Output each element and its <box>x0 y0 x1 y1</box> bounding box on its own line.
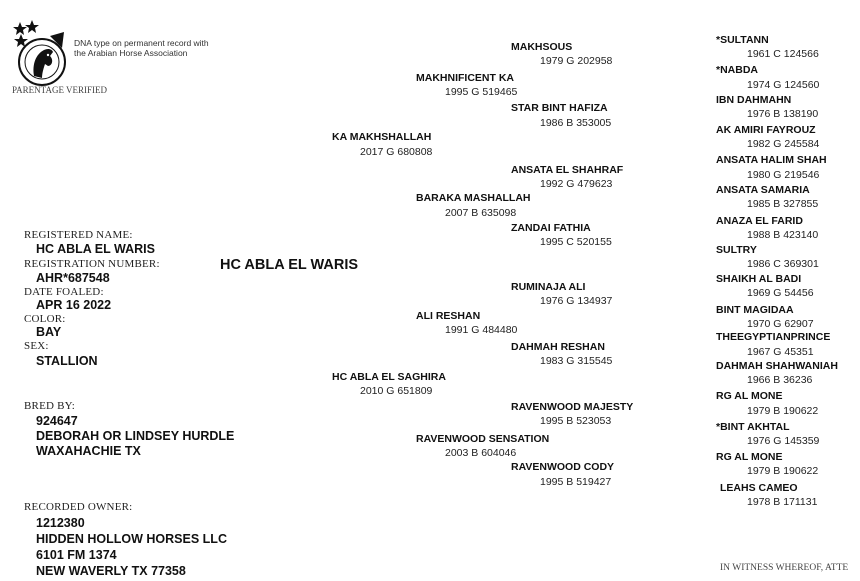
ancestor-reg: 1976 B 138190 <box>747 108 819 120</box>
ancestor-reg: 1985 B 327855 <box>747 198 819 210</box>
ancestor-reg: 1969 G 54456 <box>747 287 814 299</box>
grandparent-reg: 1995 G 519465 <box>445 86 518 98</box>
ancestor-name: IBN DAHMAHN <box>716 94 792 106</box>
ancestor-name: ANAZA EL FARID <box>716 215 803 227</box>
grandparent-name: RAVENWOOD SENSATION <box>416 433 550 445</box>
dna-note-line2: the Arabian Horse Association <box>74 48 188 58</box>
registration-number-label: REGISTRATION NUMBER: <box>24 258 160 270</box>
great-grandparent-reg: 1995 B 523053 <box>540 415 612 427</box>
great-grandparent-name: ZANDAI FATHIA <box>511 222 591 234</box>
ancestor-reg: 1980 G 219546 <box>747 169 820 181</box>
great-grandparent-reg: 1986 B 353005 <box>540 117 612 129</box>
ancestor-name: DAHMAH SHAHWANIAH <box>716 360 838 372</box>
ancestor-name: ANSATA SAMARIA <box>716 184 810 196</box>
ancestor-reg: 1979 B 190622 <box>747 465 819 477</box>
ancestor-reg: 1978 B 171131 <box>747 496 818 508</box>
recorded-owner-label: RECORDED OWNER: <box>24 501 133 513</box>
ancestor-name: BINT MAGIDAA <box>716 304 794 316</box>
grandparent-reg: 2007 B 635098 <box>445 207 517 219</box>
sire-name: KA MAKHSHALLAH <box>332 131 432 143</box>
ancestor-reg: 1986 C 369301 <box>747 258 819 270</box>
ancestor-name: THEEGYPTIANPRINCE <box>716 331 831 343</box>
grandparent-name: MAKHNIFICENT KA <box>416 72 514 84</box>
ancestor-reg: 1974 G 124560 <box>747 79 820 91</box>
date-foaled-label: DATE FOALED: <box>24 286 104 298</box>
ancestor-name: AK AMIRI FAYROUZ <box>716 124 816 136</box>
ancestor-reg: 1988 B 423140 <box>747 229 819 241</box>
ancestor-reg: 1961 C 124566 <box>747 48 819 60</box>
grandparent-reg: 2003 B 604046 <box>445 447 517 459</box>
ancestor-name: SULTRY <box>716 244 757 256</box>
date-foaled-value: APR 16 2022 <box>36 298 112 312</box>
ancestor-reg: 1966 B 36236 <box>747 374 813 386</box>
great-grandparent-name: STAR BINT HAFIZA <box>511 102 608 114</box>
sire-reg: 2017 G 680808 <box>360 146 433 158</box>
great-grandparent-name: MAKHSOUS <box>511 41 573 53</box>
great-grandparent-name: RUMINAJA ALI <box>511 281 586 293</box>
grandparent-name: ALI RESHAN <box>416 310 481 322</box>
parentage-verified-label: PARENTAGE VERIFIED <box>12 85 108 95</box>
ancestor-name: *BINT AKHTAL <box>716 421 790 433</box>
great-grandparent-reg: 1995 C 520155 <box>540 236 612 248</box>
great-grandparent-reg: 1992 G 479623 <box>540 178 613 190</box>
great-grandparent-reg: 1995 B 519427 <box>540 476 612 488</box>
ancestor-reg: 1970 G 62907 <box>747 318 814 330</box>
bred-by-label: BRED BY: <box>24 400 76 412</box>
ancestor-name: *SULTANN <box>716 34 769 46</box>
ancestor-reg: 1976 G 145359 <box>747 435 820 447</box>
ancestor-reg: 1982 G 245584 <box>747 138 820 150</box>
breeder-name: DEBORAH OR LINDSEY HURDLE <box>36 429 235 443</box>
owner-id: 1212380 <box>36 516 85 530</box>
breeder-city: WAXAHACHIE TX <box>36 444 141 458</box>
great-grandparent-reg: 1979 G 202958 <box>540 55 613 67</box>
owner-name: HIDDEN HOLLOW HORSES LLC <box>36 532 227 546</box>
owner-city: NEW WAVERLY TX 77358 <box>36 564 186 578</box>
ancestor-reg: 1979 B 190622 <box>747 405 819 417</box>
witness-text: IN WITNESS WHEREOF, ATTE <box>720 563 849 573</box>
ancestor-name: ANSATA HALIM SHAH <box>716 154 827 166</box>
great-grandparent-name: DAHMAH RESHAN <box>511 341 605 353</box>
great-grandparent-name: RAVENWOOD MAJESTY <box>511 401 634 413</box>
registered-name-label: REGISTERED NAME: <box>24 229 133 241</box>
owner-address: 6101 FM 1374 <box>36 548 117 562</box>
sex-value: STALLION <box>36 354 98 368</box>
great-grandparent-reg: 1976 G 134937 <box>540 295 613 307</box>
ancestor-name: SHAIKH AL BADI <box>716 273 802 285</box>
dam-name: HC ABLA EL SAGHIRA <box>332 371 446 383</box>
ancestor-name: RG AL MONE <box>716 451 783 463</box>
great-grandparent-reg: 1983 G 315545 <box>540 355 613 367</box>
dna-note-line1: DNA type on permanent record with <box>74 38 209 48</box>
pedigree-subject-name: HC ABLA EL WARIS <box>220 257 359 273</box>
color-label: COLOR: <box>24 313 66 325</box>
registration-number-value: AHR*687548 <box>36 271 110 285</box>
ancestor-reg: 1967 G 45351 <box>747 346 814 358</box>
ancestor-name: RG AL MONE <box>716 390 783 402</box>
sex-label: SEX: <box>24 340 49 352</box>
ancestor-name: *NABDA <box>716 64 758 76</box>
registered-name-value: HC ABLA EL WARIS <box>36 242 155 256</box>
great-grandparent-name: RAVENWOOD CODY <box>511 461 615 473</box>
great-grandparent-name: ANSATA EL SHAHRAF <box>511 164 624 176</box>
color-value: BAY <box>36 325 62 339</box>
breeder-id: 924647 <box>36 414 78 428</box>
ancestor-name: LEAHS CAMEO <box>720 482 798 494</box>
dam-reg: 2010 G 651809 <box>360 385 433 397</box>
grandparent-name: BARAKA MASHALLAH <box>416 192 531 204</box>
grandparent-reg: 1991 G 484480 <box>445 324 518 336</box>
